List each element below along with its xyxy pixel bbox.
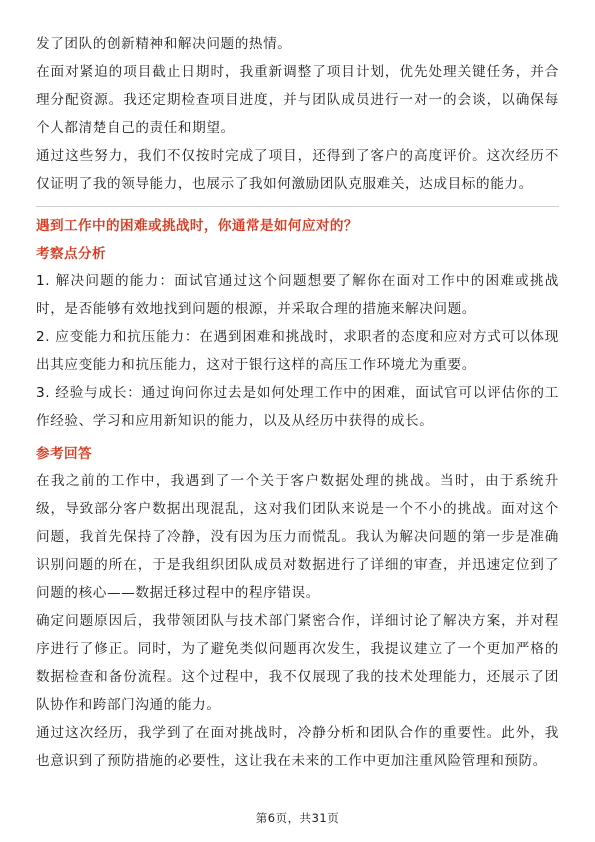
answer-paragraph: 在我之前的工作中，我遇到了一个关于客户数据处理的挑战。当时，由于系统升级，导致部分客户数据出现混乱，这对我们团队来说是一个不小的挑战。面对这个问题，我首先保持了冷静，没有因为压力而慌乱。我认为解决问题的第一步是准确识别问题的所在，于是我组织团队成员对数据进行了详细的审查，并迅速定位到了问题的核心——数据迁移过程中的程序错误。 [36,473,559,601]
document-page [36,30,559,775]
question-heading: 遇到工作中的困难或挑战时，你通常是如何应对的？ [36,218,358,234]
paragraph: 在面对紧迫的项目截止日期时，我重新调整了项目计划，优先处理关键任务，并合理分配资源。我还定期检查项目进度，并与团队成员进行一对一的会谈，以确保每个人都清楚自己的责任和期望。 [36,64,559,136]
answer-paragraph: 确定问题原因后，我带领团队与技术部门紧密合作，详细讨论了解决方案，并对程序进行了修正。同时，为了避免类似问题再次发生，我提议建立了一个更加严格的数据检查和备份流程。这个过程中，我不仅展现了我的技术处理能力，还展示了团队协作和跨部门沟通的能力。 [36,613,559,713]
analysis-item: 1. 解决问题的能力：面试官通过这个问题想要了解你在面对工作中的困难或挑战时，是否能够有效地找到问题的根源，并采取合理的措施来解决问题。 [36,273,559,317]
paragraph: 通过这些努力，我们不仅按时完成了项目，还得到了客户的高度评价。这次经历不仅证明了我的领导能力，也展示了我如何激励团队克服难关，达成目标的能力。 [36,148,559,192]
analysis-heading: 考察点分析 [36,246,106,262]
answer-paragraph: 通过这次经历，我学到了在面对挑战时，冷静分析和团队合作的重要性。此外，我也意识到了预防措施的必要性，这让我在未来的工作中更加注重风险管理和预防。 [36,725,559,769]
analysis-item: 2. 应变能力和抗压能力：在遇到困难和挑战时，求职者的态度和应对方式可以体现出其应变能力和抗压能力，这对于银行这样的高压工作环境尤为重要。 [36,329,559,373]
paragraph: 发了团队的创新精神和解决问题的热情。 [36,36,292,52]
section-divider [36,206,559,207]
page-number-footer: 第6页，共31页 [255,811,340,825]
analysis-item: 3. 经验与成长：通过询问你过去是如何处理工作中的困难，面试官可以评估你的工作经验、学习和应用新知识的能力，以及从经历中获得的成长。 [36,385,559,429]
answer-heading: 参考回答 [36,446,92,462]
